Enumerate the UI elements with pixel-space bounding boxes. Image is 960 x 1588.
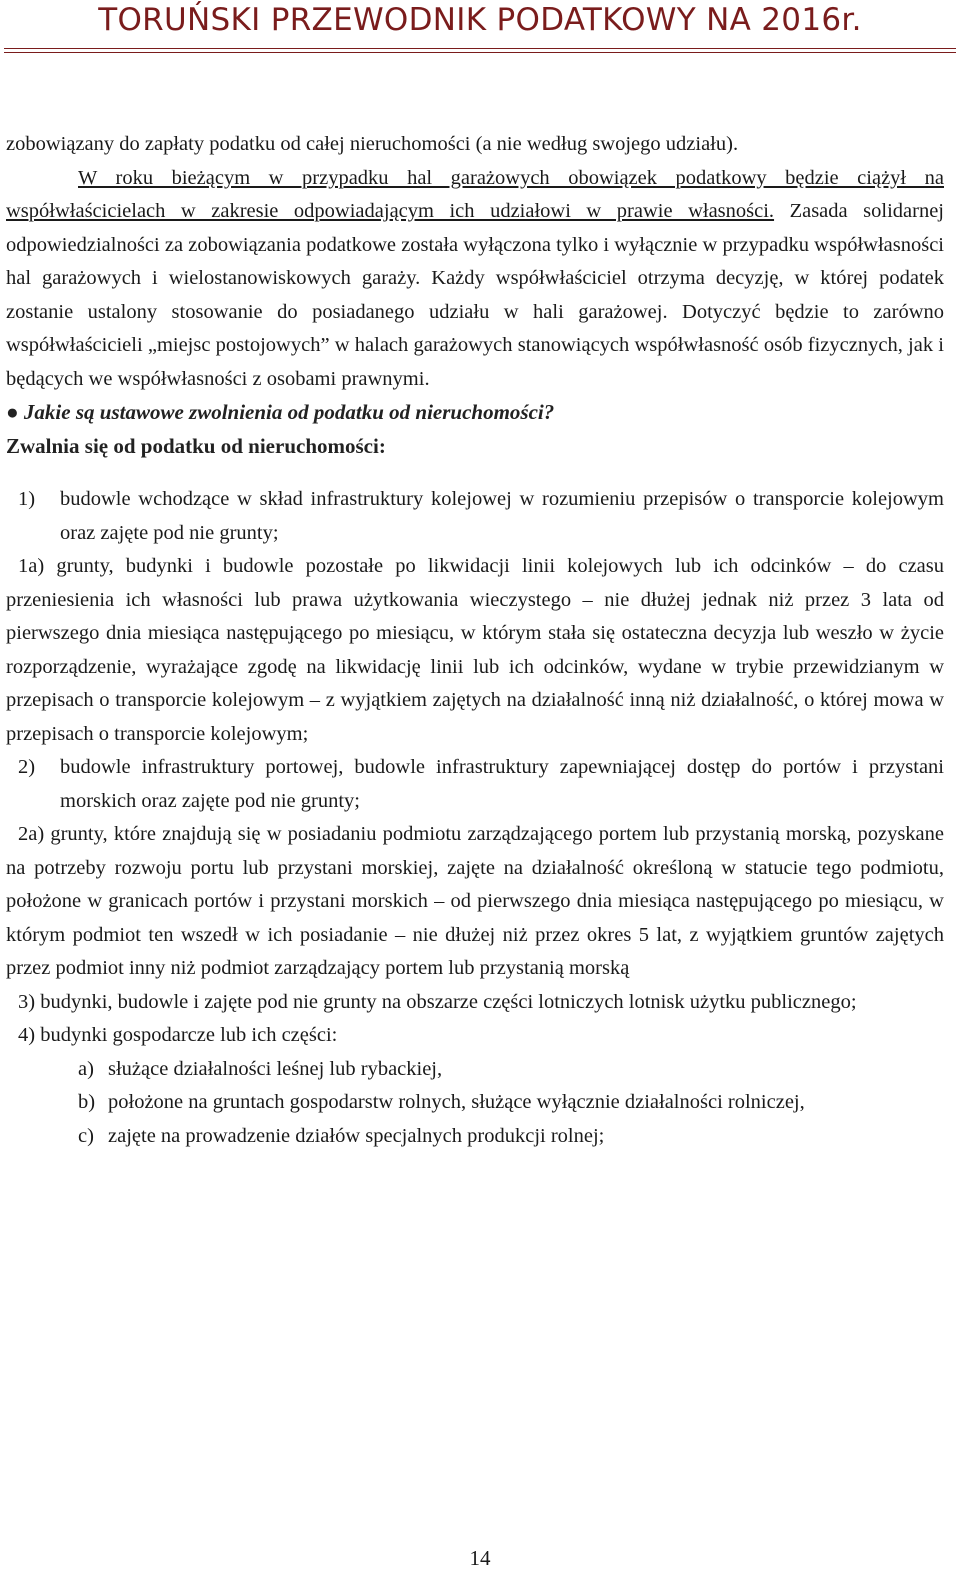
list-item: 2a) grunty, które znajdują się w posiadaniu podmiotu zarządzającego portem lub przystanią morską, pozyskane na potrzeby rozwoju portu lub przystani morskiej, zajęte na działalność określoną w statucie tego podmiotu, położone w granicach portów i przystani morskich – od pierwszego dnia miesiąca następującego po miesiącu, w którym podmiot ten wszedł w ich posiadanie – nie dłużej niż przez okres 5 lat, z wyjątkiem gruntów zajętych przez podmiot inny niż podmiot zarządzający portem lub przystanią morską	[6, 823, 944, 979]
sub-list-item	[6, 1086, 944, 1120]
underlined-sentence: W roku bieżącym w przypadku hal garażowych obowiązek podatkowy będzie ciążył na współwłaścicielach w zakresie odpowiadającym ich udziałowi w prawie własności.	[6, 166, 944, 222]
sub-list-item-letter: c)	[78, 1124, 94, 1147]
list-item-text: budowle wchodzące w skład infrastruktury kolejowej w rozumieniu przepisów o transporcie kolejowym oraz zajęte pod nie grunty;	[60, 488, 944, 544]
list-item: 4) budynki gospodarcze lub ich części:	[18, 1024, 338, 1046]
page-number: 14	[469, 1546, 491, 1570]
sub-list-item	[6, 1120, 944, 1154]
list-item-text: budowle infrastruktury portowej, budowle infrastruktury zapewniającej dostęp do portów i przystani morskich oraz zajęte pod nie grunty;	[60, 756, 944, 812]
paragraph-2	[6, 162, 944, 397]
list-item-number: 1)	[18, 488, 36, 510]
sub-list-item	[6, 1053, 944, 1087]
list-item	[6, 751, 944, 818]
list-item: 1a) grunty, budynki i budowle pozostałe po likwidacji linii kolejowych lub ich odcinków – do czasu przeniesienia ich własności lub prawa użytkowania wieczystego – nie dłużej jednak niż przez 3 lata od pierwszego dnia miesiąca następującego po miesiącu, w którym stała się ostateczna decyzja lub weszło w życie rozporządzenie, wyrażające zgodę na likwidację linii lub ich odcinków, wydane w trybie przewidzianym w przepisach o transporcie kolejowym – z wyjątkiem zajętych na działalność inną niż działalność, o której mowa w przepisach o transporcie kolejowym;	[6, 555, 944, 745]
sub-list-item-letter: a)	[78, 1057, 94, 1080]
list-item: 3) budynki, budowle i zajęte pod nie grunty na obszarze części lotniczych lotnisk użytku publicznego;	[18, 990, 857, 1013]
list-item	[6, 483, 944, 550]
running-header: TORUŃSKI PRZEWODNIK PODATKOWY NA 2016r.	[98, 2, 862, 38]
page-content	[6, 128, 944, 1153]
sub-list-item-text: położone na gruntach gospodarstw rolnych, służące wyłącznie działalności rolniczej,	[108, 1091, 805, 1113]
section-question: ● Jakie są ustawowe zwolnienia od podatku od nieruchomości?	[6, 400, 555, 424]
sub-list-item-text: zajęte na prowadzenie działów specjalnych produkcji rolnej;	[108, 1124, 605, 1147]
section-lead: Zwalnia się od podatku od nieruchomości:	[6, 433, 386, 458]
header-rule	[4, 48, 956, 53]
paragraph-2-rest: Zasada solidarnej odpowiedzialności za zobowiązania podatkowe została wyłączona tylko i wyłącznie w przypadku współwłasności hal garażowych i wielostanowiskowych garaży. Każdy współwłaściciel otrzyma decyzję, w której podatek zostanie ustalony stosowanie do posiadanego udziału w hali garażowej. Dotyczyć będzie to zarówno współwłaścicieli „miejsc postojowych” w halach garażowych stanowiących współwłasność osób fizycznych, jak i będących we współwłasności z osobami prawnymi.	[6, 200, 944, 390]
exemption-list	[6, 483, 944, 1153]
sub-list-item-letter: b)	[78, 1091, 96, 1113]
paragraph-1: zobowiązany do zapłaty podatku od całej nieruchomości (a nie według swojego udziału).	[6, 133, 739, 155]
sub-list-item-text: służące działalności leśnej lub rybackiej,	[108, 1057, 443, 1080]
list-item-number: 2)	[18, 756, 36, 778]
